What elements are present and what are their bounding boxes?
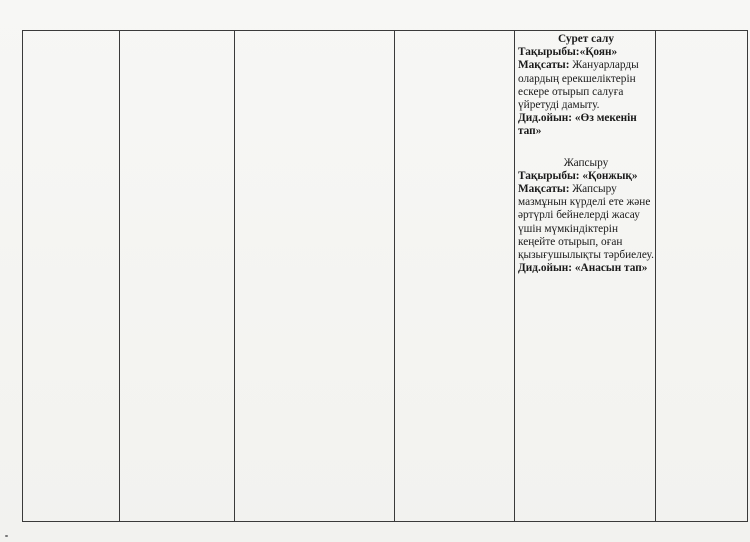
- applique-heading: [518, 157, 654, 170]
- goal-text: Жануарларды олардың ерекшеліктерін ескере отырып салуға үйретуді дамыту.: [518, 59, 639, 112]
- applique-goal: [518, 183, 654, 262]
- column-divider-2: [234, 30, 235, 522]
- applique-heading-text: Жапсыру: [563, 156, 609, 169]
- game-label: Дид.ойын:: [518, 262, 573, 275]
- column-divider-1: [119, 30, 120, 522]
- scan-speck: [5, 535, 8, 537]
- game-value: «Анасын тап»: [572, 262, 648, 275]
- drawing-game: [518, 112, 654, 138]
- game-value: «Өз мекенін тап»: [518, 112, 637, 138]
- game-label: Дид.ойын:: [518, 112, 573, 125]
- goal-label: Мақсаты:: [518, 183, 570, 196]
- drawing-heading-text: Сурет салу: [557, 33, 615, 45]
- column-divider-5: [655, 30, 656, 522]
- column-divider-4: [514, 30, 515, 522]
- drawing-heading: [518, 33, 654, 46]
- drawing-topic: [518, 46, 654, 59]
- applique-topic: [518, 170, 654, 183]
- activity-cell: [518, 33, 654, 275]
- topic-value: «Қоян»: [579, 46, 618, 59]
- topic-label: Тақырыбы:: [518, 46, 580, 59]
- topic-value: «Қонжық»: [579, 169, 638, 182]
- goal-label: Мақсаты:: [518, 59, 570, 72]
- applique-game: [518, 262, 654, 275]
- drawing-goal: [518, 59, 654, 112]
- column-divider-3: [394, 30, 395, 522]
- topic-label: Тақырыбы:: [518, 169, 580, 182]
- goal-text: Жапсыру мазмұнын күрделі ете және әртүрлі бейнелерді жасау үшін мүмкіндіктерін кеңейте отырып, оған қызығушылықты тәрбиелеу.: [518, 183, 654, 262]
